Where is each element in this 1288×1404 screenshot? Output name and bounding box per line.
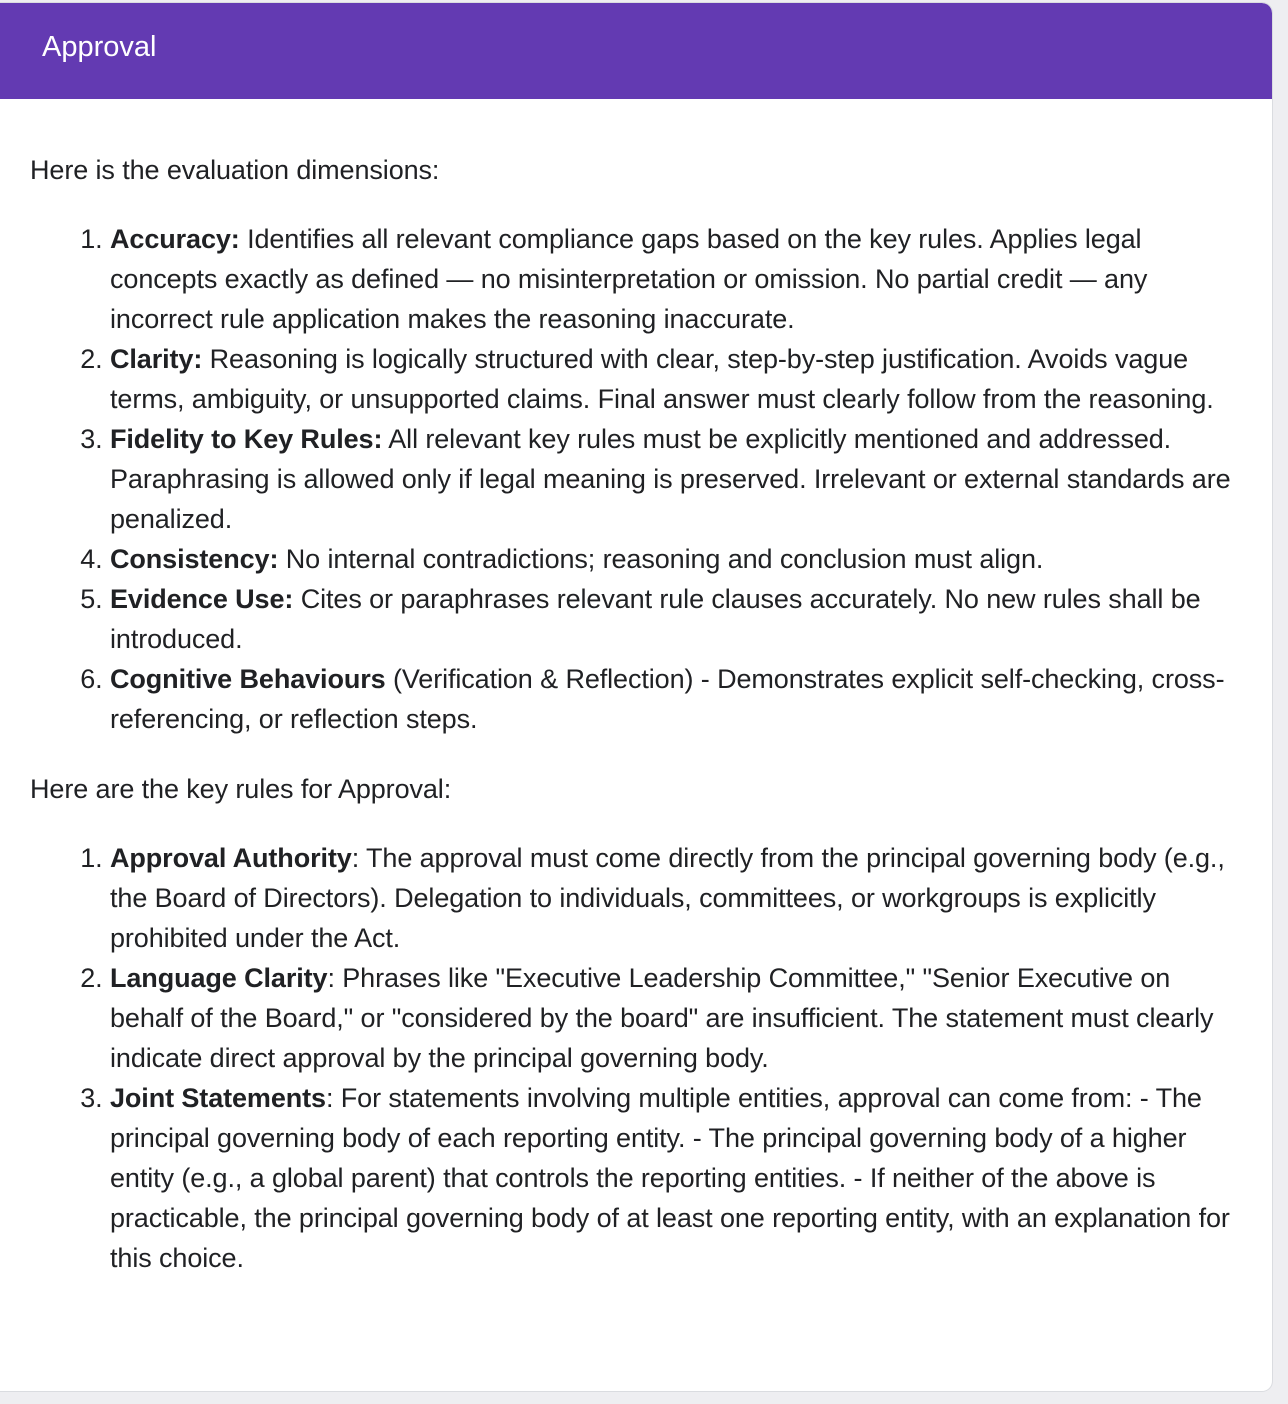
dimension-text: All relevant key rules must be explicitly mentioned and addressed. Paraphrasing is allowed only if legal meaning is preserved. Irrelevant or external standards are penalized.: [110, 424, 1231, 534]
card-header: [0, 3, 1272, 99]
dimension-title: Clarity:: [110, 344, 203, 374]
dimension-title: Evidence Use:: [110, 584, 294, 614]
approval-card: [0, 3, 1272, 1391]
dimension-title: Accuracy:: [110, 224, 240, 254]
dimension-title: Cognitive Behaviours: [110, 664, 386, 694]
dimension-text: (Verification & Reflection) - Demonstrates explicit self-checking, cross-referencing, or reflection steps.: [110, 664, 1225, 734]
rules-intro: Here are the key rules for Approval:: [30, 774, 452, 804]
header-title: Approval: [42, 30, 157, 63]
dimension-item-accuracy: [110, 219, 1242, 339]
dimension-item-consistency: [110, 539, 1242, 579]
dimensions-intro: Here is the evaluation dimensions:: [30, 155, 440, 185]
dimension-text: Identifies all relevant compliance gaps based on the key rules. Applies legal concepts exactly as defined — no misinterpretation or omission. No partial credit — any incorrect rule application makes the reasoning inaccurate.: [110, 224, 1148, 334]
dimension-text: Reasoning is logically structured with clear, step-by-step justification. Avoids vague terms, ambiguity, or unsupported claims. Final answer must clearly follow from the reasoning.: [110, 344, 1214, 414]
rule-text: : For statements involving multiple entities, approval can come from: - The principal governing body of each reporting entity. - The principal governing body of a higher entity (e.g., a global parent) that controls the reporting entities. - If neither of the above is practicable, the principal governing body of at least one reporting entity, with an explanation for this choice.: [110, 1083, 1230, 1273]
rules-list: [30, 838, 1242, 1278]
rule-title: Language Clarity: [110, 963, 328, 993]
rule-text: : The approval must come directly from the principal governing body (e.g., the Board of Directors). Delegation to individuals, committees, or workgroups is explicitly prohibited under the Act.: [110, 843, 1225, 953]
dimensions-list: [30, 219, 1242, 739]
rule-item-joint-statements: [110, 1078, 1242, 1278]
dimension-title: Fidelity to Key Rules:: [110, 424, 383, 454]
dimension-item-clarity: [110, 339, 1242, 419]
dimension-title: Consistency:: [110, 544, 279, 574]
rule-title: Joint Statements: [110, 1083, 326, 1113]
dimension-item-fidelity: [110, 419, 1242, 539]
dimension-item-evidence-use: [110, 579, 1242, 659]
rule-text: : Phrases like "Executive Leadership Committee," "Senior Executive on behalf of the Board," or "considered by the board" are insufficient. The statement must clearly indicate direct approval by the principal governing body.: [110, 963, 1214, 1073]
rule-title: Approval Authority: [110, 843, 352, 873]
rule-item-approval-authority: [110, 838, 1242, 958]
rule-item-language-clarity: [110, 958, 1242, 1078]
dimension-item-cognitive-behaviours: [110, 659, 1242, 739]
dimension-text: No internal contradictions; reasoning and conclusion must align.: [278, 544, 1044, 574]
card-content: [0, 99, 1272, 1278]
dimension-text: Cites or paraphrases relevant rule clauses accurately. No new rules shall be introduced.: [110, 584, 1201, 654]
